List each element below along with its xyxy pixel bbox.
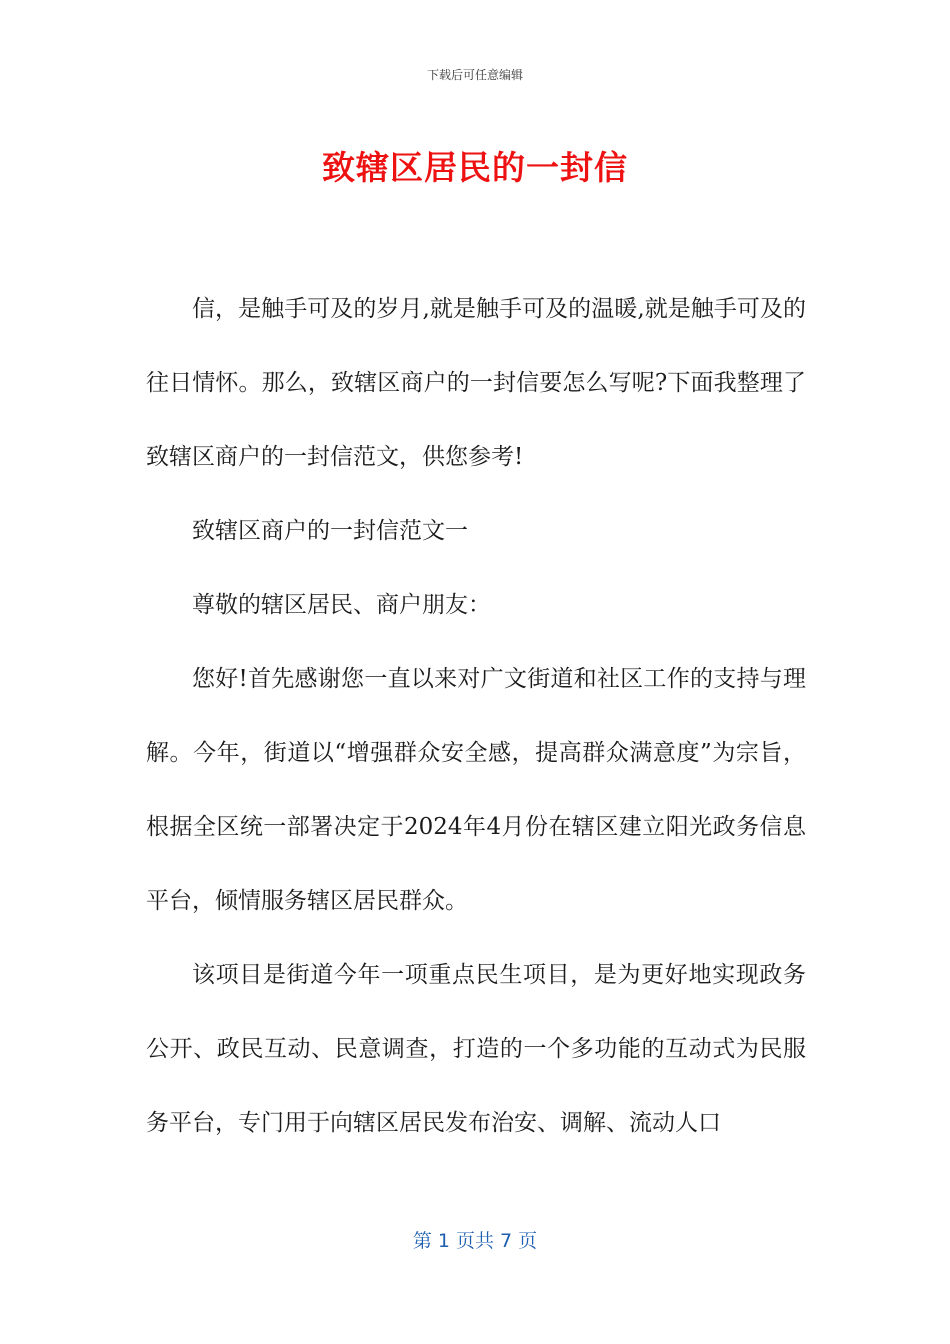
document-title: 致辖区居民的一封信 (322, 148, 628, 187)
body-paragraph-intro: 信，是触手可及的岁月,就是触手可及的温暖,就是触手可及的往日情怀。那么，致辖区商户的一封信要怎么写呢?下面我整理了致辖区商户的一封信范文，供您参考! (146, 296, 806, 470)
body-paragraph-heading: 致辖区商户的一封信范文一 (192, 518, 468, 544)
body-paragraph-project: 该项目是街道今年一项重点民生项目，是为更好地实现政务公开、政民互动、民意调查，打造的一个多功能的互动式为民服务平台，专门用于向辖区居民发布治安、调解、流动人口 (146, 962, 806, 1136)
document-body (146, 272, 806, 1160)
page-header-note: 下载后可任意编辑 (426, 68, 523, 82)
body-paragraph-greeting: 您好!首先感谢您一直以来对广文街道和社区工作的支持与理解。今年，街道以“增强群众安全感，提高群众满意度”为宗旨，根据全区统一部署决定于2024年4月份在辖区建立阳光政务信息平台，倾情服务辖区居民群众。 (146, 666, 806, 914)
page-number-footer: 第 1 页共 7 页 (412, 1230, 538, 1252)
body-paragraph-salutation: 尊敬的辖区居民、商户朋友： (192, 592, 491, 618)
